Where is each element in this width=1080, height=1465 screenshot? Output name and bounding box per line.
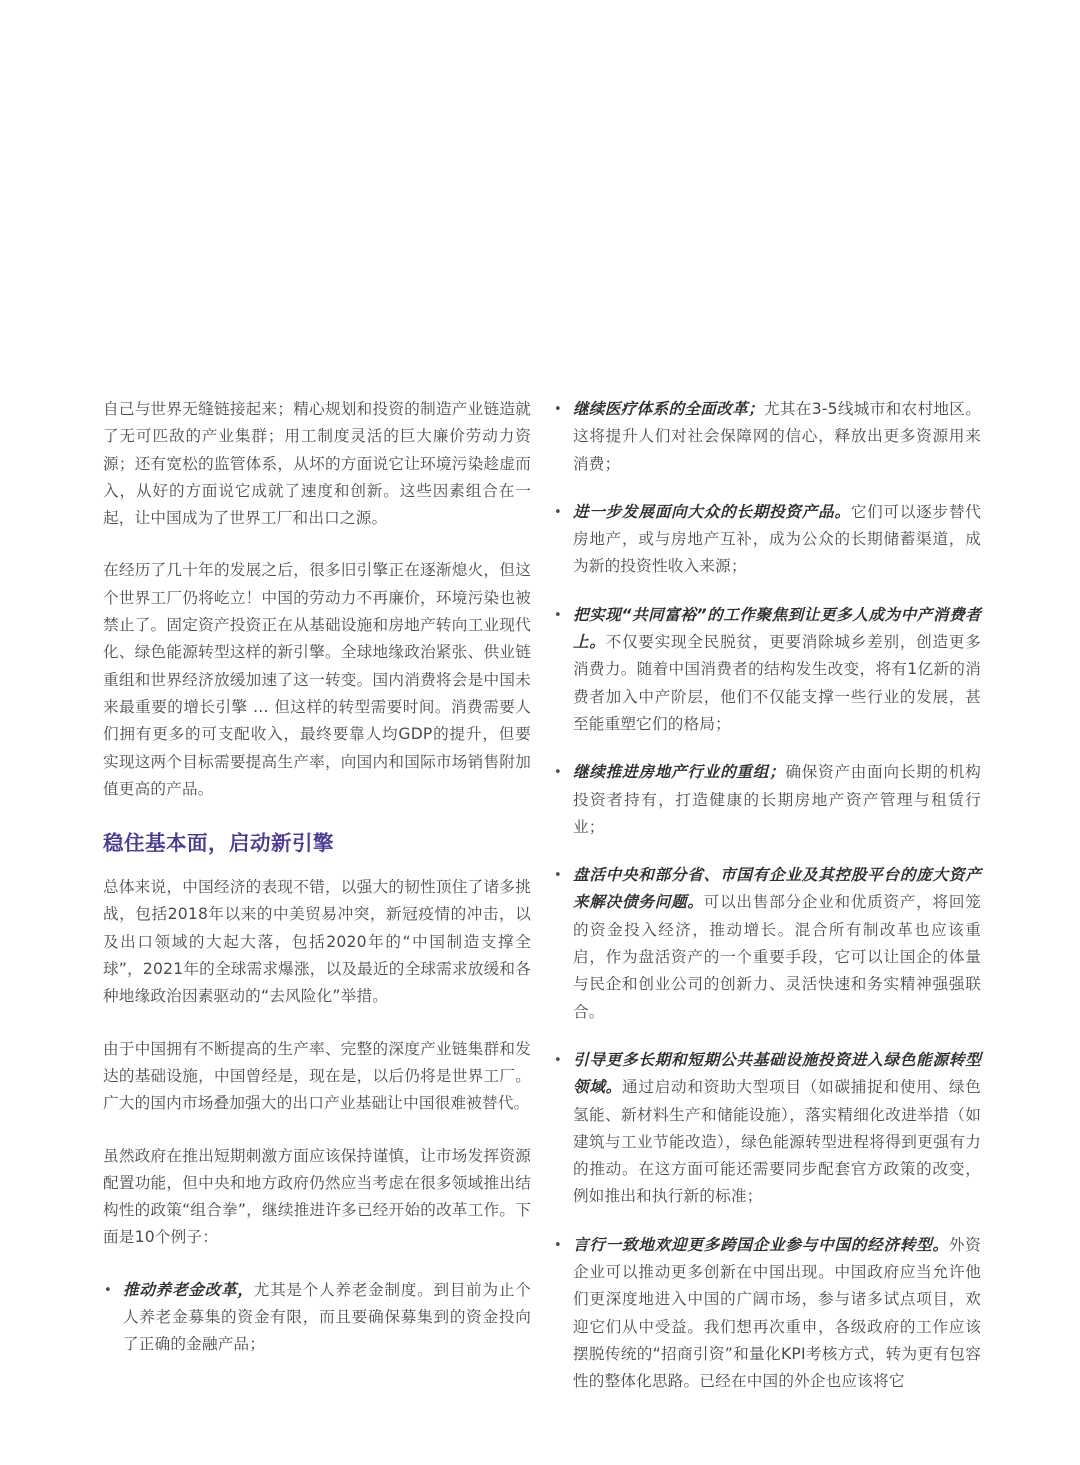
list-item [553,602,981,738]
bullet-text: 不仅要实现全民脱贫，更要消除城乡差别，创造更多消费力。随着中国消费者的结构发生改变，将有1亿新的消费者加入中产阶层，他们不仅能支撑一些行业的发展，甚至能重塑它们的格局； [573,633,981,733]
list-item [553,396,981,478]
bullet-icon: • [554,607,562,623]
list-item [553,759,981,841]
list-item [553,862,981,1026]
bullet-icon: • [554,1237,562,1253]
list-item [553,1232,981,1396]
right-column [553,396,981,1417]
bullet-lead: 继续医疗体系的全面改革； [573,400,764,418]
bullet-text: 确保资产由面向长期的机构投资者持有，打造健康的长期房地产资产管理与租赁行业； [573,763,981,836]
bullet-list [103,1277,531,1359]
bullet-lead: 盘活中央和部分省、市国有企业及其控股平台的庞大资产来解决债务问题。 [573,866,981,912]
bullet-text: 尤其是个人养老金制度。到目前为止个人养老金募集的资金有限，而且要确保募集到的资金投向了正确的金融产品； [123,1280,531,1354]
list-item [553,499,981,581]
bullet-icon: • [104,1282,112,1298]
paragraph: 自己与世界无缝链接起来；精心规划和投资的制造产业链造就了无可匹敌的产业集群；用工制度灵活的巨大廉价劳动力资源；还有宽松的监管体系，从坏的方面说它让环境污染趁虚而入，从好的方面说它成就了速度和创新。这些因素组合在一起，让中国成为了世界工厂和出口之源。 [103,400,531,528]
bullet-icon: • [554,504,562,520]
bullet-icon: • [554,765,562,781]
bullet-text: 它们可以逐步替代房地产，或与房地产互补，成为公众的长期储蓄渠道，成为新的投资性收入来源； [573,502,981,576]
bullet-list [553,396,981,1396]
section-heading: 稳住基本面，启动新引擎 [103,831,334,856]
bullet-lead: 引导更多长期和短期公共基础设施投资进入绿色能源转型领域。 [573,1050,981,1097]
bullet-text: 通过启动和资助大型项目（如碳捕捉和使用、绿色氢能、新材料生产和储能设施），落实精细化改进举措（如建筑与工业节能改造），绿色能源转型进程将得到更强有力的推动。在这方面可能还需要同步配套官方政策的改变，例如推出和执行新的标准； [573,1078,981,1206]
bullet-icon: • [554,1052,562,1068]
bullet-lead: 把实现“共同富裕”的工作聚焦到让更多人成为中产消费者上。 [573,605,981,652]
bullet-icon: • [554,402,562,417]
paragraph: 总体来说，中国经济的表现不错，以强大的韧性顶住了诸多挑战，包括2018年以来的中美贸易冲突，新冠疫情的冲击，以及出口领域的大起大落，包括2020年的“中国制造支撑全球”，2021年的全球需求爆涨，以及最近的全球需求放缓和各种地缘政治因素驱动的“去风险化”举措。 [103,878,531,1006]
list-item [553,1047,981,1211]
bullet-text: 外资企业可以推动更多创新在中国出现。中国政府应当允许他们更深度地进入中国的广阔市场，参与诸多试点项目，欢迎它们从中受益。我们想再次重申，各级政府的工作应该摆脱传统的“招商引资”和量化KPI考核方式，转为更有包容性的整体化思路。已经在中国的外企也应该将它 [573,1235,981,1391]
bullet-icon: • [554,868,562,884]
bullet-lead: 推动养老金改革， [123,1280,254,1299]
paragraph: 虽然政府在推出短期刺激方面应该保持谨慎，让市场发挥资源配置功能，但中央和地方政府仍然应当考虑在很多领域推出结构性的政策“组合拳”，继续推进许多已经开始的改革工作。下面是10个例子： [103,1146,531,1247]
list-item [103,1277,531,1359]
bullet-text: 可以出售部分企业和优质资产，将回笼的资金投入经济，推动增长。混合所有制改革也应该重启，作为盘活资产的一个重要手段，它可以让国企的体量与民企和创业公司的创新力、灵活快速和务实精神强强联合。 [573,893,981,1021]
paragraph: 在经历了几十年的发展之后，很多旧引擎正在逐渐熄火，但这个世界工厂仍将屹立！中国的劳动力不再廉价，环境污染也被禁止了。固定资产投资正在从基础设施和房地产转向工业现代化、绿色能源转型这样的新引擎。全球地缘政治紧张、供业链重组和世界经济放缓加速了这一转变。国内消费将会是中国未来最重要的增长引擎 … 但这样的转型需要时间。消费需要人们拥有更多的可支配收入，最终要靠人均GDP的提升，但要实现这两个目标需要提高生产率，向国内和国际市场销售附加值更高的产品。 [103,561,531,798]
bullet-lead: 言行一致地欢迎更多跨国企业参与中国的经济转型。 [573,1235,949,1254]
paragraph: 由于中国拥有不断提高的生产率、完整的深度产业链集群和发达的基础设施，中国曾经是，现在是，以后仍将是世界工厂。广大的国内市场叠加强大的出口产业基础让中国很难被替代。 [103,1039,531,1113]
bullet-lead: 进一步发展面向大众的长期投资产品。 [573,502,851,521]
bullet-text: 尤其在3-5线城市和农村地区。这将提升人们对社会保障网的信心，释放出更多资源用来消费； [573,400,981,473]
left-column [103,396,531,1380]
bullet-lead: 继续推进房地产行业的重组； [573,763,785,782]
